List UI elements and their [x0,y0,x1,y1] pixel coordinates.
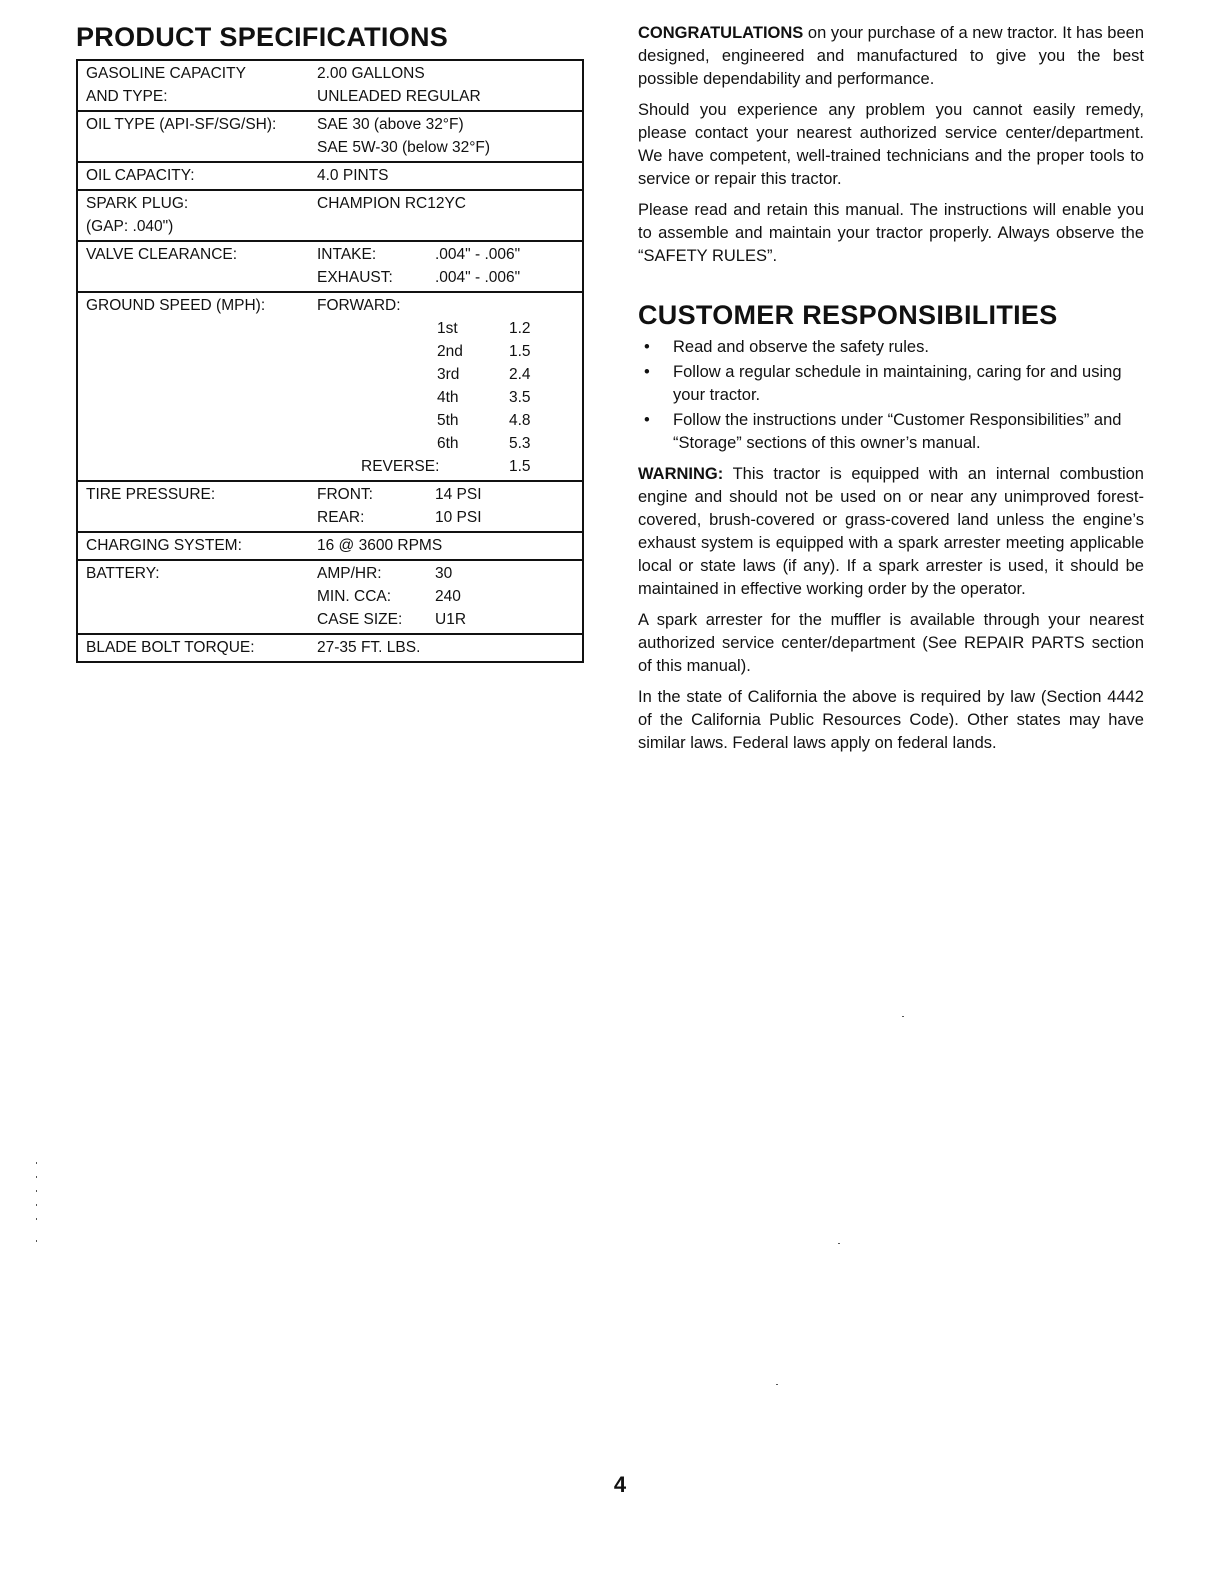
spec-label: OIL TYPE (API-SF/SG/SH): [86,116,277,133]
scan-speck [36,1162,37,1164]
spec-row-oil-capacity [78,161,582,189]
congratulations-paragraph: CONGRATULATIONS on your purchase of a new tractor. It has been designed, engineered and manufactured to give you the best possible dependability and performance. [638,24,1144,88]
california-paragraph: In the state of California the above is required by law (Section 4442 of the California Public Resources Code). Other states may have similar laws. Federal laws apply on federal lands. [638,688,1144,752]
warning-paragraph: WARNING: This tractor is equipped with an internal combustion engine and should not be used on or near any unimproved forest-covered, brush-covered or grass-covered land unless the engine’s exhaust system is equipped with a spark arrester meeting applicable local or state laws (if any). If a spark arrester is used, it should be maintained in effective working order by the operator. [638,465,1144,598]
gear-row: 3rd 2.4 [437,366,531,383]
spec-row-oil-type [78,110,582,161]
specifications-title: PRODUCT SPECIFICATIONS [76,22,449,52]
battery-amp-hr: AMP/HR: 30 [317,565,453,582]
specifications-section [76,20,584,663]
spec-label: BLADE BOLT TORQUE: [86,639,255,656]
spec-label: SPARK PLUG: [86,195,189,212]
spec-label: OIL CAPACITY: [86,167,195,184]
reverse-row: REVERSE: 1.5 [361,458,531,475]
forward-label: FORWARD: [317,297,401,314]
spec-value: SAE 30 (above 32°F) [317,116,464,133]
scan-speck [838,1243,840,1244]
scan-speck [36,1204,37,1206]
spec-row-tire-pressure [78,480,582,531]
tire-front: FRONT: 14 PSI [317,486,482,503]
spec-value: 16 @ 3600 RPMS [317,537,443,554]
spec-row-ground-speed [78,291,582,480]
list-item: • Follow a regular schedule in maintaining, caring for and using your tractor. [644,363,1122,404]
congratulations-lead: CONGRATULATIONS [638,24,804,42]
spec-value: SAE 5W-30 (below 32°F) [317,139,491,156]
spec-label: GROUND SPEED (MPH): [86,297,266,314]
gear-row: 1st 1.2 [437,320,531,337]
gear-row: 6th 5.3 [437,435,531,452]
responsibilities-list [638,336,1144,455]
service-paragraph: Should you experience any problem you cannot easily remedy, please contact your nearest authorized service center/department. We have competent, well-trained technicians and the proper tools to service or repair this tractor. [638,101,1144,188]
spec-row-spark-plug [78,189,582,240]
valve-intake: INTAKE: .004" - .006" [317,246,521,263]
battery-cca: MIN. CCA: 240 [317,588,461,605]
spec-label: (GAP: .040") [86,218,174,235]
scan-speck [36,1190,37,1192]
list-item: • Follow the instructions under “Customer Responsibilities” and “Storage” sections of this owner’s manual. [644,411,1122,452]
scan-speck [36,1218,37,1220]
spec-value: 2.00 GALLONS [317,65,425,82]
gear-row: 5th 4.8 [437,412,531,429]
bullet-icon: • [644,363,650,381]
scan-speck [902,1016,904,1017]
battery-case-size: CASE SIZE: U1R [317,611,467,628]
spec-row-blade-torque [78,633,582,661]
spec-label: TIRE PRESSURE: [86,486,216,503]
spec-label: BATTERY: [86,565,160,582]
spec-label: CHARGING SYSTEM: [86,537,242,554]
scan-speck [776,1384,778,1385]
gear-row: 4th 3.5 [437,389,531,406]
spec-row-charging [78,531,582,559]
valve-exhaust: EXHAUST: .004" - .006" [317,269,521,286]
spec-label: AND TYPE: [86,88,168,105]
spark-arrester-paragraph: A spark arrester for the muffler is available through your nearest authorized service center/department (See REPAIR PARTS section of this manual). [638,611,1144,675]
intro-column [638,22,1144,763]
spec-value: UNLEADED REGULAR [317,88,481,105]
warning-lead: WARNING: [638,465,724,483]
scan-speck [36,1240,37,1242]
page-number: 4 [613,1472,627,1497]
responsibilities-title: CUSTOMER RESPONSIBILITIES [638,300,1058,330]
specifications-table [76,59,584,663]
manual-paragraph: Please read and retain this manual. The instructions will enable you to assemble and maintain your tractor properly. Always observe the “SAFETY RULES”. [638,201,1144,265]
spec-value: CHAMPION RC12YC [317,195,466,212]
bullet-icon: • [644,338,650,356]
gear-row: 2nd 1.5 [437,343,531,360]
spec-value: 27-35 FT. LBS. [317,639,421,656]
list-item: • Read and observe the safety rules. [638,336,1144,359]
spec-value: 4.0 PINTS [317,167,389,184]
scan-speck [36,1176,37,1178]
bullet-icon: • [644,411,650,429]
spec-row-battery [78,559,582,633]
spec-row-valve-clearance [78,240,582,291]
spec-row-gasoline [78,61,582,110]
tire-rear: REAR: 10 PSI [317,509,482,526]
spec-label: GASOLINE CAPACITY [86,65,246,82]
spec-label: VALVE CLEARANCE: [86,246,238,263]
